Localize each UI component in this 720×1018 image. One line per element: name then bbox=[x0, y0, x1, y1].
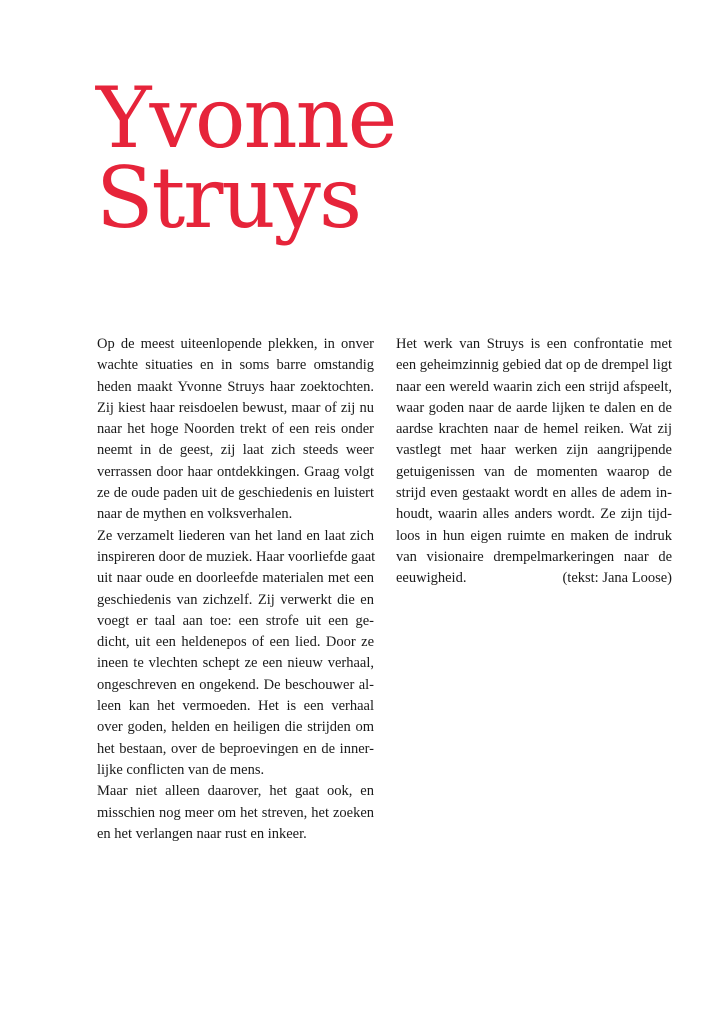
text-line: inspireren door de muziek. Haar voorliefde gaat bbox=[97, 548, 376, 565]
text-line: aardse krachten naar de hemel reiken. Wat zij bbox=[396, 421, 672, 438]
page-title bbox=[96, 69, 396, 247]
closing-line bbox=[396, 568, 672, 589]
title-last-name: Struys bbox=[96, 149, 361, 247]
text-line: neemt in de geest, zij laat zich steeds weer bbox=[97, 442, 374, 459]
text-line-end: eeuwigheid. bbox=[396, 570, 467, 587]
text-line: naar de mythen en volksverhalen. bbox=[97, 506, 293, 523]
text-line: lijke conflicten van de mens. bbox=[97, 761, 265, 778]
text-line: leen kan het vermoeden. Het is een verhaal bbox=[97, 698, 374, 715]
left-text-column bbox=[97, 334, 374, 845]
text-line: Het werk van Struys is een confrontatie met bbox=[396, 336, 672, 352]
text-line: en het verlangen naar rust en inkeer. bbox=[97, 825, 307, 842]
text-line: over goden, helden en heiligen die strijden om bbox=[97, 719, 374, 736]
text-line: een geheimzinnig gebied dat op de drempel ligt bbox=[396, 357, 672, 374]
text-line: Maar niet alleen daarover, het gaat ook, en bbox=[97, 783, 374, 800]
author-credit: (tekst: Jana Loose) bbox=[562, 570, 672, 587]
text-line: strijd even gestaakt wordt en alles de adem in- bbox=[396, 485, 672, 502]
text-line: vastlegt met haar werken zijn aangrijpende bbox=[396, 442, 672, 459]
text-line: Op de meest uiteenlopende plekken, in onver bbox=[97, 336, 374, 352]
text-line: dicht, uit een heldenepos of een lied. Door ze bbox=[97, 634, 374, 651]
text-line: geschiedenis van zichzelf. Zij verwerkt die en bbox=[97, 591, 374, 608]
text-line: van visionaire drempelmarkeringen naar de bbox=[396, 548, 672, 565]
text-line: ongeschreven en ongekend. De beschouwer al- bbox=[97, 676, 374, 693]
text-line: Zij kiest haar reisdoelen bewust, maar of zij nu bbox=[97, 399, 374, 416]
text-line: getuigenissen van de momenten waarop de bbox=[396, 463, 672, 480]
text-line: naar een wereld waarin zich een strijd afspeelt, bbox=[396, 378, 672, 395]
text-line: loos in hun eigen ruimte en maken de indruk bbox=[396, 527, 672, 544]
text-line: voegt er taal aan toe: een strofe uit een ge- bbox=[97, 612, 374, 629]
text-line: ineen te vlechten schept ze een nieuw verhaal, bbox=[97, 655, 374, 672]
text-line: uit naar oude en doorleefde materialen met een bbox=[97, 570, 374, 587]
text-line: houdt, waarin alles anders wordt. Ze zijn tijd- bbox=[396, 506, 672, 523]
text-line: het bestaan, over de beproevingen en de inner- bbox=[97, 740, 374, 757]
text-line: Ze verzamelt liederen van het land en laat zich bbox=[97, 527, 374, 544]
text-line: naar het hoge Noorden trekt of een reis onder bbox=[97, 421, 374, 438]
text-line: heden maakt Yvonne Struys haar zoektochten. bbox=[97, 378, 374, 395]
text-line: ze de oude paden uit de geschiedenis en luistert bbox=[97, 485, 374, 502]
text-line: verrassen door haar ontdekkingen. Graag volgt bbox=[97, 463, 374, 480]
title-first-name: Yvonne bbox=[96, 69, 396, 167]
right-text-column bbox=[396, 334, 672, 590]
text-line: misschien nog meer om het streven, het zoeken bbox=[97, 804, 374, 821]
text-line: wachte situaties en in soms barre omstandig bbox=[97, 357, 374, 374]
text-line: waar goden naar de aarde lijken te dalen en de bbox=[396, 399, 672, 416]
